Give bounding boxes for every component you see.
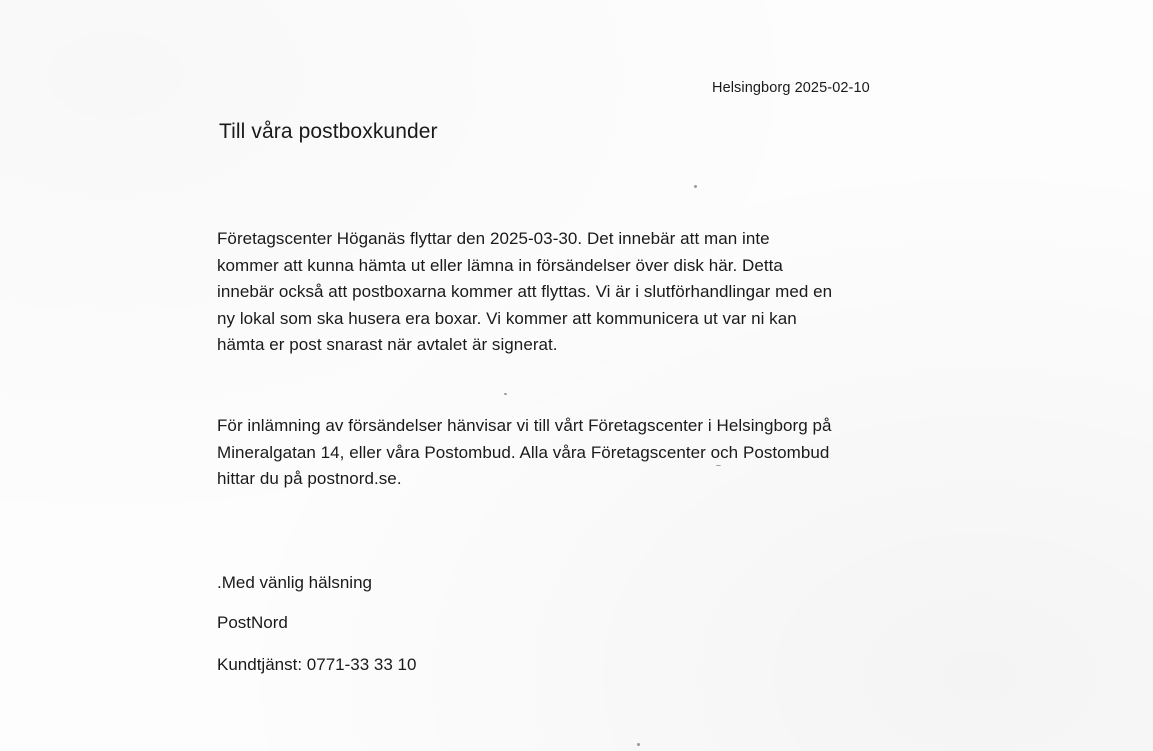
- closing-greeting: .Med vänlig hälsning: [217, 573, 372, 592]
- paragraph-relocation: [217, 226, 885, 359]
- paragraph-referral: [217, 413, 885, 493]
- paragraph-line: hämta er post snarast när avtalet är signerat.: [217, 335, 558, 354]
- paragraph-line: innebär också att postboxarna kommer att flyttas. Vi är i slutförhandlingar med en: [217, 282, 833, 301]
- date-line: Helsingborg 2025-02-10: [712, 80, 870, 96]
- paragraph-line: För inlämning av försändelser hänvisar vi till vårt Företagscenter i Helsingborg på: [217, 416, 832, 435]
- letter-title: Till våra postboxkunder: [219, 120, 438, 143]
- paragraph-line: kommer att kunna hämta ut eller lämna in försändelser över disk här. Detta: [217, 255, 783, 275]
- scan-speck: [694, 185, 697, 188]
- customer-service-phone: Kundtjänst: 0771-33 33 10: [217, 655, 417, 674]
- paragraph-line: ny lokal som ska husera era boxar. Vi kommer att kommunicera ut var ni kan: [217, 308, 797, 328]
- paragraph-line: Mineralgatan 14, eller våra Postombud. Alla våra Företagscenter och Postombud: [217, 442, 830, 462]
- scan-speck: [637, 743, 640, 746]
- scan-speck: [504, 393, 507, 395]
- sender-name: PostNord: [217, 613, 288, 632]
- paragraph-line: Företagscenter Höganäs flyttar den 2025-03-30. Det innebär att man inte: [217, 229, 770, 248]
- scan-speck: [716, 465, 721, 466]
- paragraph-line: hittar du på postnord.se.: [217, 469, 402, 488]
